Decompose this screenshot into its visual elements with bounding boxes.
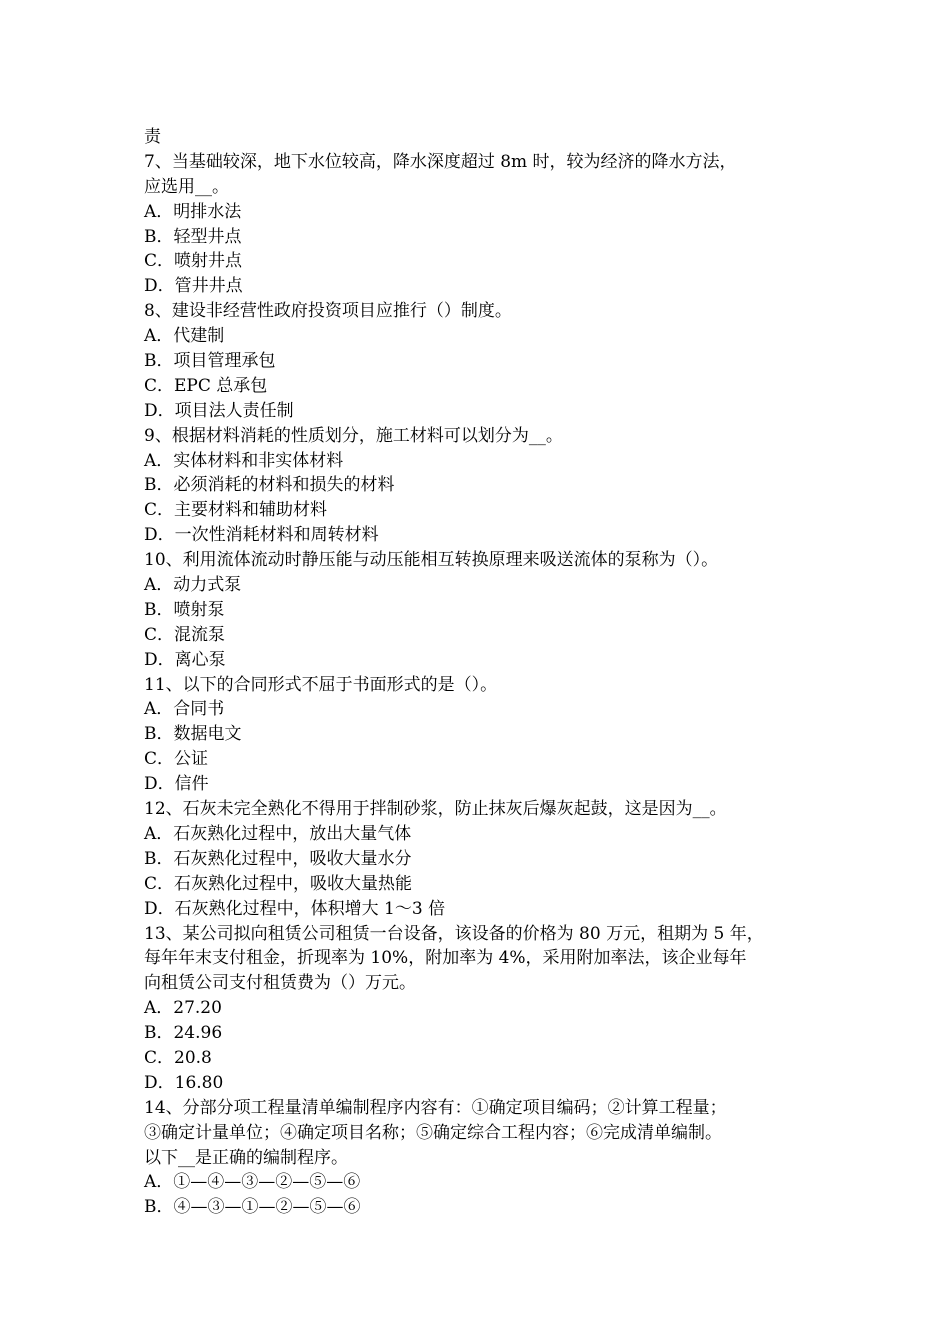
text-line: B．数据电文	[144, 724, 242, 745]
text-line: C．喷射井点	[144, 251, 243, 272]
text-line: B．轻型井点	[144, 226, 242, 247]
text-line: A．明排水法	[144, 201, 242, 222]
text-line: 10、利用流体流动时静压能与动压能相互转换原理来吸送流体的泵称为（）。	[144, 550, 719, 571]
text-line: 14、分部分项工程量清单编制程序内容有：①确定项目编码；②计算工程量；	[144, 1097, 727, 1118]
text-line: 12、石灰未完全熟化不得用于拌制砂浆，防止抹灰后爆灰起鼓，这是因为__。	[144, 799, 727, 820]
text-line: 向租赁公司支付租赁费为（）万元。	[144, 973, 416, 994]
text-line: A．27.20	[144, 998, 222, 1019]
text-line: D．项目法人责任制	[144, 400, 294, 421]
text-line: A．代建制	[144, 326, 225, 347]
text-line: B．④—③—①—②—⑤—⑥	[144, 1197, 361, 1218]
document-body	[144, 125, 824, 1220]
text-line: 13、某公司拟向租赁公司租赁一台设备，该设备的价格为 80 万元，租期为 5 年，	[144, 923, 764, 944]
text-line: B．必须消耗的材料和损失的材料	[144, 475, 395, 496]
text-line: C．公证	[144, 749, 209, 770]
text-line: 每年年末支付租金，折现率为 10%，附加率为 4%，采用附加率法，该企业每年	[144, 948, 747, 969]
text-line: C．EPC 总承包	[144, 375, 268, 396]
text-line: D．一次性消耗材料和周转材料	[144, 525, 379, 546]
text-line: C．20.8	[144, 1047, 212, 1068]
text-line: D．信件	[144, 774, 209, 795]
text-line: A．动力式泵	[144, 575, 242, 596]
text-line: C．混流泵	[144, 624, 226, 645]
text-line: A．实体材料和非实体材料	[144, 450, 344, 471]
text-line: D．管井井点	[144, 276, 243, 297]
text-line: C．石灰熟化过程中，吸收大量热能	[144, 873, 413, 894]
text-line: B．项目管理承包	[144, 351, 276, 372]
text-line: D．离心泵	[144, 649, 226, 670]
text-line: D．16.80	[144, 1072, 224, 1093]
text-line: 责	[144, 127, 161, 147]
text-line: 应选用__。	[144, 176, 229, 197]
text-line: A．①—④—③—②—⑤—⑥	[144, 1172, 361, 1193]
text-line: B．石灰熟化过程中，吸收大量水分	[144, 848, 412, 869]
text-line: 以下__是正确的编制程序。	[144, 1147, 348, 1168]
text-line: A．石灰熟化过程中，放出大量气体	[144, 823, 412, 844]
text-line: C．主要材料和辅助材料	[144, 500, 328, 521]
text-line: A．合同书	[144, 699, 225, 720]
text-line: 11、以下的合同形式不屈于书面形式的是（）。	[144, 674, 498, 695]
text-line: B．24.96	[144, 1023, 223, 1044]
text-line: ③确定计量单位；④确定项目名称；⑤确定综合工程内容；⑥完成清单编制。	[144, 1122, 722, 1143]
text-line: D．石灰熟化过程中，体积增大 1～3 倍	[144, 898, 446, 919]
text-line: 9、根据材料消耗的性质划分，施工材料可以划分为__。	[144, 425, 563, 446]
text-line: 8、建设非经营性政府投资项目应推行（）制度。	[144, 301, 512, 322]
text-line: B．喷射泵	[144, 599, 225, 620]
text-line: 7、当基础较深，地下水位较高，降水深度超过 8m 时，较为经济的降水方法，	[144, 151, 737, 172]
